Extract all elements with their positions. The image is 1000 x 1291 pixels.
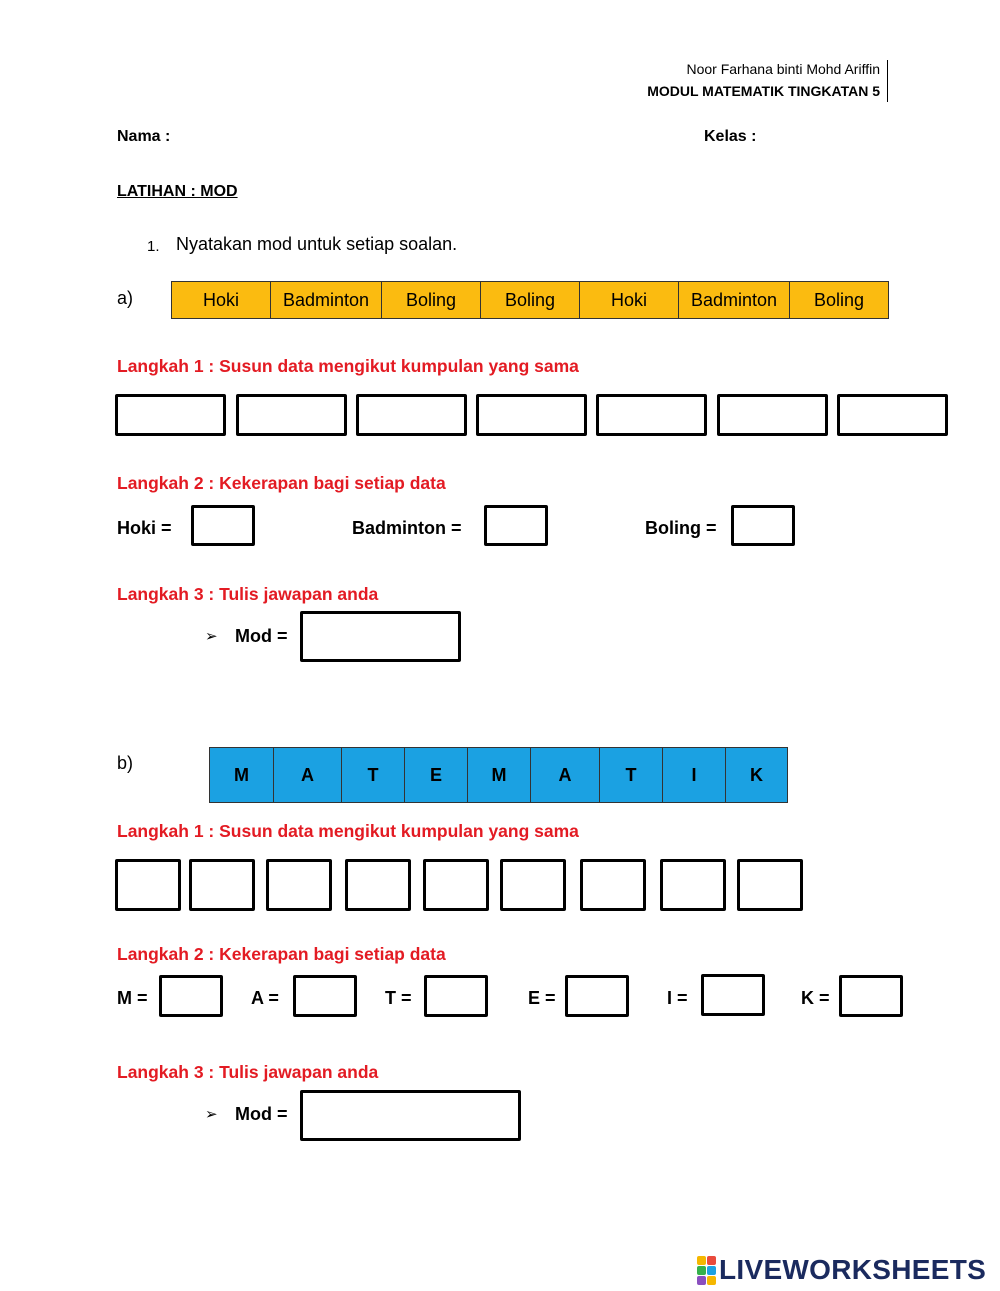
liveworksheets-logo	[697, 1254, 986, 1286]
answer-box[interactable]	[580, 859, 646, 911]
freq-label-e: E =	[528, 988, 556, 1008]
exercise-title: LATIHAN : MOD	[117, 183, 238, 200]
part-b-data-strip	[209, 747, 788, 803]
part-a-step3: Langkah 3 : Tulis jawapan anda	[117, 584, 379, 604]
answer-box[interactable]	[660, 859, 726, 911]
answer-box[interactable]	[115, 394, 226, 436]
freq-label-i: I =	[667, 988, 688, 1008]
mod-label-a: Mod =	[235, 626, 288, 646]
freq-input-hoki[interactable]	[191, 505, 255, 546]
mod-label-b: Mod =	[235, 1104, 288, 1124]
answer-box[interactable]	[266, 859, 332, 911]
freq-input-m[interactable]	[159, 975, 223, 1017]
mod-input-a[interactable]	[300, 611, 461, 662]
freq-label-k: K =	[801, 988, 830, 1008]
part-a-step1: Langkah 1 : Susun data mengikut kumpulan yang sama	[117, 356, 579, 376]
data-cell: I	[663, 748, 726, 802]
data-cell: Boling	[481, 282, 580, 318]
answer-box[interactable]	[115, 859, 181, 911]
class-label: Kelas :	[704, 128, 757, 145]
freq-input-t[interactable]	[424, 975, 488, 1017]
part-a-step2: Langkah 2 : Kekerapan bagi setiap data	[117, 473, 446, 493]
freq-input-badminton[interactable]	[484, 505, 548, 546]
part-b-step3: Langkah 3 : Tulis jawapan anda	[117, 1062, 379, 1082]
header-divider	[887, 60, 888, 102]
answer-box[interactable]	[356, 394, 467, 436]
freq-label-boling: Boling =	[645, 518, 717, 538]
arrow-bullet-icon: ➢	[205, 628, 218, 645]
question-number: 1.	[147, 238, 160, 255]
data-cell: M	[210, 748, 274, 802]
freq-label-hoki: Hoki =	[117, 518, 172, 538]
freq-input-i[interactable]	[701, 974, 765, 1016]
data-cell: M	[468, 748, 531, 802]
freq-label-a: A =	[251, 988, 279, 1008]
data-cell: Hoki	[172, 282, 271, 318]
answer-box[interactable]	[596, 394, 707, 436]
freq-input-a[interactable]	[293, 975, 357, 1017]
part-a-data-strip	[171, 281, 889, 319]
freq-input-boling[interactable]	[731, 505, 795, 546]
data-cell: T	[600, 748, 663, 802]
data-cell: K	[750, 764, 763, 785]
data-cell: E	[405, 748, 468, 802]
name-label: Nama :	[117, 128, 171, 145]
author-name: Noor Farhana binti Mohd Ariffin	[686, 61, 880, 77]
data-cell: Badminton	[271, 282, 382, 318]
answer-box[interactable]	[189, 859, 255, 911]
answer-box[interactable]	[737, 859, 803, 911]
freq-label-t: T =	[385, 988, 412, 1008]
answer-box[interactable]	[837, 394, 948, 436]
answer-box[interactable]	[236, 394, 347, 436]
data-cell: A	[531, 748, 600, 802]
data-cell: Boling	[813, 289, 865, 310]
part-a-label: a)	[117, 288, 134, 308]
data-cell: Badminton	[679, 282, 790, 318]
answer-box[interactable]	[423, 859, 489, 911]
freq-input-k[interactable]	[839, 975, 903, 1017]
part-b-label: b)	[117, 753, 134, 773]
answer-box[interactable]	[717, 394, 828, 436]
logo-mark-icon	[697, 1256, 716, 1285]
question-text: Nyatakan mod untuk setiap soalan.	[176, 234, 458, 254]
data-cell: Hoki	[580, 282, 679, 318]
freq-label-m: M =	[117, 988, 148, 1008]
mod-input-b[interactable]	[300, 1090, 521, 1141]
part-b-step2: Langkah 2 : Kekerapan bagi setiap data	[117, 944, 446, 964]
part-b-step1: Langkah 1 : Susun data mengikut kumpulan yang sama	[117, 821, 579, 841]
answer-box[interactable]	[476, 394, 587, 436]
answer-box[interactable]	[345, 859, 411, 911]
module-title: MODUL MATEMATIK TINGKATAN 5	[647, 83, 880, 99]
data-cell: A	[274, 748, 342, 802]
freq-input-e[interactable]	[565, 975, 629, 1017]
answer-box[interactable]	[500, 859, 566, 911]
data-cell: Boling	[382, 282, 481, 318]
freq-label-badminton: Badminton =	[352, 518, 462, 538]
logo-text: LIVEWORKSHEETS	[719, 1254, 987, 1285]
arrow-bullet-icon: ➢	[205, 1106, 218, 1123]
data-cell: T	[342, 748, 405, 802]
